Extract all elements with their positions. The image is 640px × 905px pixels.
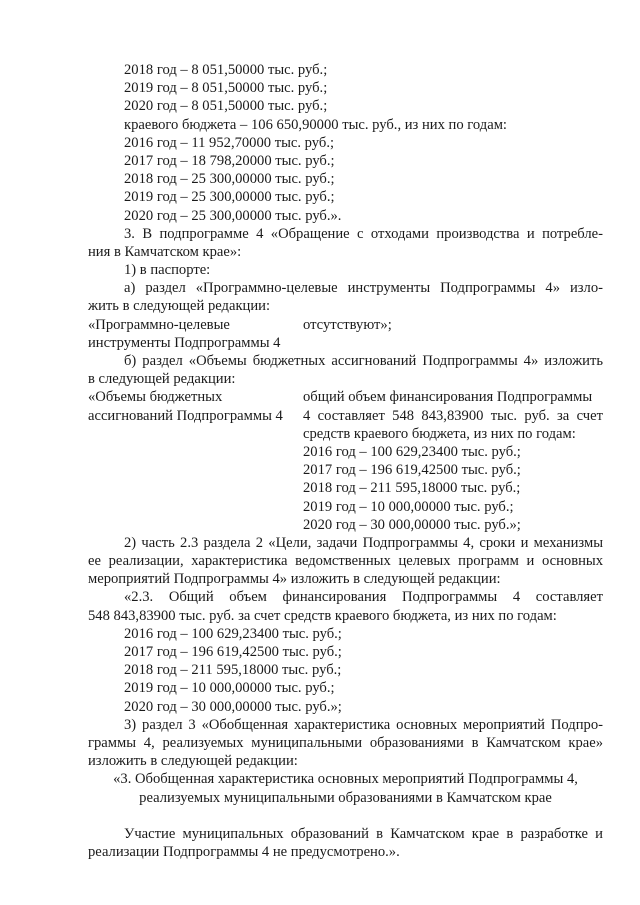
table-cell-value: 2020 год – 30 000,00000 тыс. руб.»; — [303, 516, 521, 533]
table-cell-value: 4 составляет 548 843,83900 тыс. руб. за счет — [303, 407, 603, 424]
text-line: 2019 год – 10 000,00000 тыс. руб.; — [124, 680, 335, 697]
table-row — [88, 407, 603, 425]
paragraph-line: «2.3. Общий объем финансирования Подпрограммы 4 составляет — [124, 589, 603, 606]
paragraph-line: 2) часть 2.3 раздела 2 «Цели, задачи Подпрограммы 4, сроки и механизмы — [124, 534, 603, 551]
text-line: 2020 год – 30 000,00000 тыс. руб.»; — [124, 698, 342, 715]
paragraph-line: жить в следующей редакции: — [88, 298, 271, 315]
table-cell-value: общий объем финансирования Подпрограммы — [303, 389, 593, 406]
text-line: 2018 год – 25 300,00000 тыс. руб.; — [124, 171, 335, 188]
table-cell-label: инструменты Подпрограммы 4 — [88, 334, 281, 351]
paragraph-line: граммы 4, реализуемых муниципальными образованиями в Камчатском крае» — [88, 734, 603, 751]
text-line: 2016 год – 11 952,70000 тыс. руб.; — [124, 134, 335, 151]
text-line: 1) в паспорте: — [124, 262, 211, 279]
table-row — [88, 479, 603, 497]
paragraph-line: изложить в следующей редакции: — [88, 753, 298, 770]
text-line: 2019 год – 25 300,00000 тыс. руб.; — [124, 189, 335, 206]
paragraph-line: ния в Камчатском крае»: — [88, 243, 242, 260]
table-cell-value: 2019 год – 10 000,00000 тыс. руб.; — [303, 498, 514, 515]
table-cell-label: «Программно-целевые — [88, 316, 230, 333]
paragraph-line: Участие муниципальных образований в Камчатском крае в разработке и — [124, 825, 603, 842]
table-cell-value: средств краевого бюджета, из них по годам: — [303, 425, 576, 442]
section-heading: реализуемых муниципальными образованиями в Камчатском крае — [139, 789, 552, 806]
text-line: 2017 год – 196 619,42500 тыс. руб.; — [124, 644, 342, 660]
paragraph-line: в следующей редакции: — [88, 371, 236, 388]
paragraph-line: 3) раздел 3 «Обобщенная характеристика основных мероприятий Подпро- — [124, 716, 603, 733]
text-line: 2020 год – 25 300,00000 тыс. руб.». — [124, 207, 342, 224]
table-row — [88, 425, 603, 443]
paragraph-line: 3. В подпрограмме 4 «Обращение с отходами производства и потребле- — [124, 225, 603, 242]
table-row — [88, 516, 603, 534]
table-row — [88, 461, 603, 479]
text-line: краевого бюджета – 106 650,90000 тыс. руб., из них по годам: — [124, 116, 507, 133]
text-line: 2016 год – 100 629,23400 тыс. руб.; — [124, 625, 342, 642]
text-line: 2017 год – 18 798,20000 тыс. руб.; — [124, 152, 335, 169]
document-page — [88, 61, 603, 861]
table-cell-value: 2018 год – 211 595,18000 тыс. руб.; — [303, 480, 521, 497]
text-line: 2018 год – 8 051,50000 тыс. руб.; — [124, 62, 328, 78]
section-heading: «3. Обобщенная характеристика основных мероприятий Подпрограммы 4, — [113, 771, 578, 788]
table-cell-value: 2017 год – 196 619,42500 тыс. руб.; — [303, 462, 521, 479]
paragraph-line: реализации Подпрограммы 4 не предусмотрено.». — [88, 844, 400, 861]
paragraph-line: б) раздел «Объемы бюджетных ассигнований Подпрограммы 4» изложить — [124, 353, 603, 369]
table-row — [88, 316, 603, 334]
table-row — [88, 498, 603, 516]
table-row — [88, 443, 603, 461]
paragraph-line: 548 843,83900 тыс. руб. за счет средств краевого бюджета, из них по годам: — [88, 607, 557, 624]
paragraph-line: мероприятий Подпрограммы 4» изложить в следующей редакции: — [88, 571, 501, 588]
table-cell-value: отсутствуют»; — [303, 316, 392, 333]
text-line: 2019 год – 8 051,50000 тыс. руб.; — [124, 80, 328, 97]
text-line: 2018 год – 211 595,18000 тыс. руб.; — [124, 662, 342, 679]
text-line: 2020 год – 8 051,50000 тыс. руб.; — [124, 98, 328, 115]
paragraph-line: а) раздел «Программно-целевые инструменты Подпрограммы 4» изло- — [124, 280, 603, 297]
paragraph-line: ее реализации, характеристика ведомственных целевых программ и основных — [88, 553, 603, 570]
table-cell-label: ассигнований Подпрограммы 4 — [88, 407, 283, 424]
table-cell-value: 2016 год – 100 629,23400 тыс. руб.; — [303, 443, 521, 460]
table-row — [88, 388, 603, 406]
table-cell-label: «Объемы бюджетных — [88, 389, 223, 406]
